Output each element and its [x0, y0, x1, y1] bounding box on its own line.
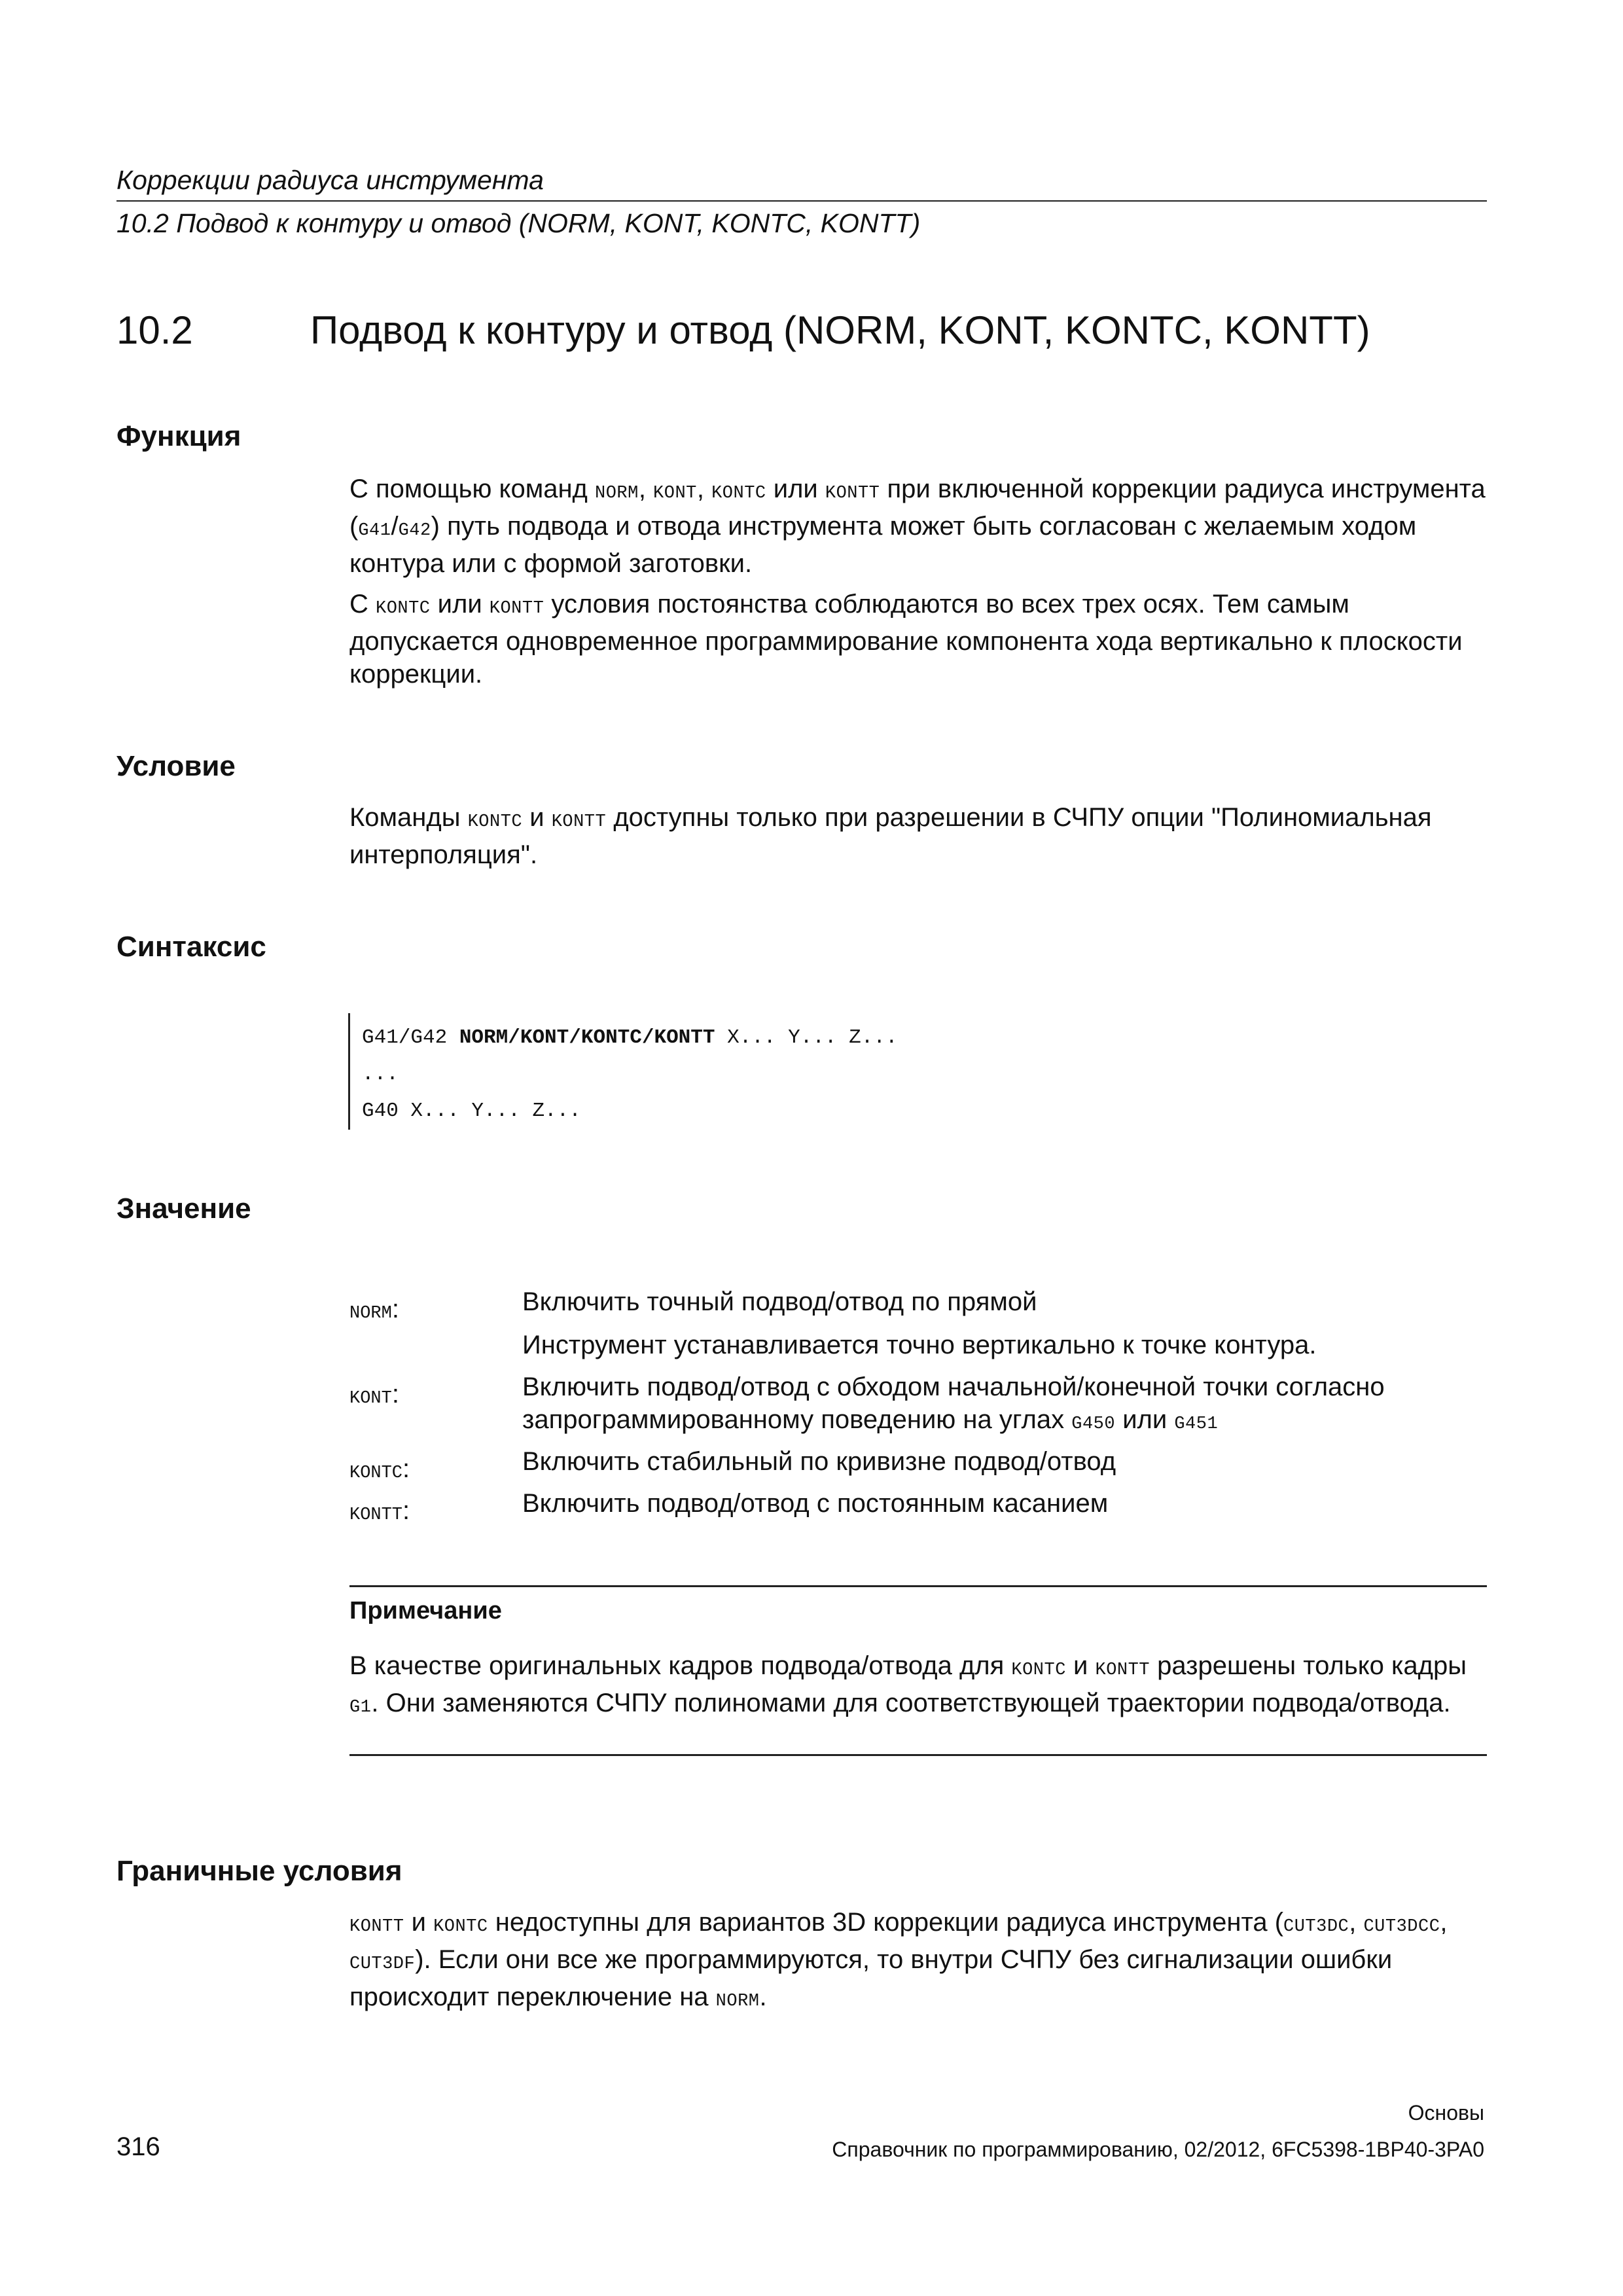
code-cut3df: CUT3DF — [349, 1954, 416, 1974]
note-bottom-rule — [349, 1754, 1487, 1756]
meaning-term-norm: NORM: — [349, 1295, 399, 1323]
note-title: Примечание — [349, 1597, 502, 1624]
meaning-desc-kontt: Включить подвод/отвод с постоянным касанием — [522, 1489, 1109, 1518]
meaning-desc-norm: Включить точный подвод/отвод по прямой — [522, 1287, 1037, 1316]
code-kontt: KONTT — [349, 1917, 404, 1937]
code-kontc: KONTC — [433, 1917, 488, 1937]
running-header-section: 10.2 Подвод к контуру и отвод (NORM, KONT, KONTC, KONTT) — [116, 208, 921, 238]
code-cut3dcc: CUT3DCC — [1363, 1917, 1440, 1937]
meaning-term-kontc: KONTC: — [349, 1454, 410, 1483]
syntax-line-2: ... — [362, 1063, 399, 1086]
meaning-desc-kontc: Включить стабильный по кривизне подвод/отвод — [522, 1447, 1116, 1476]
function-paragraph-1: С помощью команд NORM, KONT, KONTC или KONTT при включенной коррекции радиуса инструмента (G41/G42) путь подвода и отвода инструмента может быть согласован с желаемым ходом контура или с формой заготовки. — [349, 475, 1486, 578]
footer-publication-info: Справочник по программированию, 02/2012, 6FC5398-1BP40-3PA0 — [832, 2138, 1484, 2161]
meaning-term-kont: KONT: — [349, 1380, 399, 1408]
code-norm: NORM — [715, 1992, 760, 2011]
section-title: Подвод к контуру и отвод (NORM, KONT, KONTC, KONTT) — [310, 308, 1370, 352]
note-text: В качестве оригинальных кадров подвода/отвода для KONTC и KONTT разрешены только кадры G1. Они заменяются СЧПУ полиномами для соответствующей траектории подвода/отвода. — [349, 1651, 1467, 1717]
code-kontc: KONTC — [1011, 1660, 1066, 1680]
function-paragraph-2: С KONTC или KONTT условия постоянства соблюдаются во всех трех осях. Тем самым допускается одновременное программирование компонента хода вертикально к плоскости коррекции. — [349, 590, 1463, 689]
code-g42: G42 — [398, 521, 431, 541]
syntax-line-1: G41/G42 NORM/KONT/KONTC/KONTT X... Y... Z... — [362, 1026, 898, 1049]
running-header-chapter: Коррекции радиуса инструмента — [116, 165, 544, 195]
code-kont: KONT — [653, 484, 697, 503]
meaning-desc-norm-detail: Инструмент устанавливается точно вертикально к точке контура. — [522, 1331, 1317, 1359]
section-number: 10.2 — [116, 308, 193, 352]
code-kontt: KONTT — [1095, 1660, 1150, 1680]
condition-paragraph: Команды KONTC и KONTT доступны только при разрешении в СЧПУ опции "Полиномиальная интерполяция". — [349, 803, 1432, 869]
meaning-desc-kont: Включить подвод/отвод с обходом начальной/конечной точки согласно запрограммированному поведению на углах G450 или G451 — [522, 1372, 1385, 1434]
meaning-term-kontt: KONTT: — [349, 1496, 410, 1525]
code-g1: G1 — [349, 1698, 372, 1717]
footer-book-title: Основы — [1408, 2101, 1484, 2125]
code-kontc: KONTC — [467, 812, 523, 832]
heading-function: Функция — [116, 420, 241, 452]
code-kontc: KONTC — [711, 484, 766, 503]
code-cut3dc: CUT3DC — [1283, 1917, 1349, 1937]
boundary-paragraph: KONTT и KONTC недоступны для вариантов 3D коррекции радиуса инструмента (CUT3DC, CUT3DCC, CUT3DF). Если они все же программируются, то внутри СЧПУ без сигнализации ошибки происходит переключение на NORM. — [349, 1908, 1448, 2011]
syntax-line-3: G40 X... Y... Z... — [362, 1100, 581, 1122]
syntax-code-block — [348, 1013, 1005, 1130]
note-top-rule — [349, 1585, 1487, 1587]
code-kontc: KONTC — [376, 599, 431, 619]
header-rule — [116, 200, 1487, 202]
code-kontt: KONTT — [489, 599, 544, 619]
code-kontt: KONTT — [825, 484, 880, 503]
heading-condition: Условие — [116, 750, 236, 782]
heading-meaning: Значение — [116, 1193, 251, 1225]
page-number: 316 — [116, 2132, 160, 2161]
heading-boundary-conditions: Граничные условия — [116, 1855, 402, 1887]
code-kontt: KONTT — [551, 812, 607, 832]
heading-syntax: Синтаксис — [116, 931, 266, 963]
code-norm: NORM — [595, 484, 639, 503]
code-g41: G41 — [358, 521, 391, 541]
